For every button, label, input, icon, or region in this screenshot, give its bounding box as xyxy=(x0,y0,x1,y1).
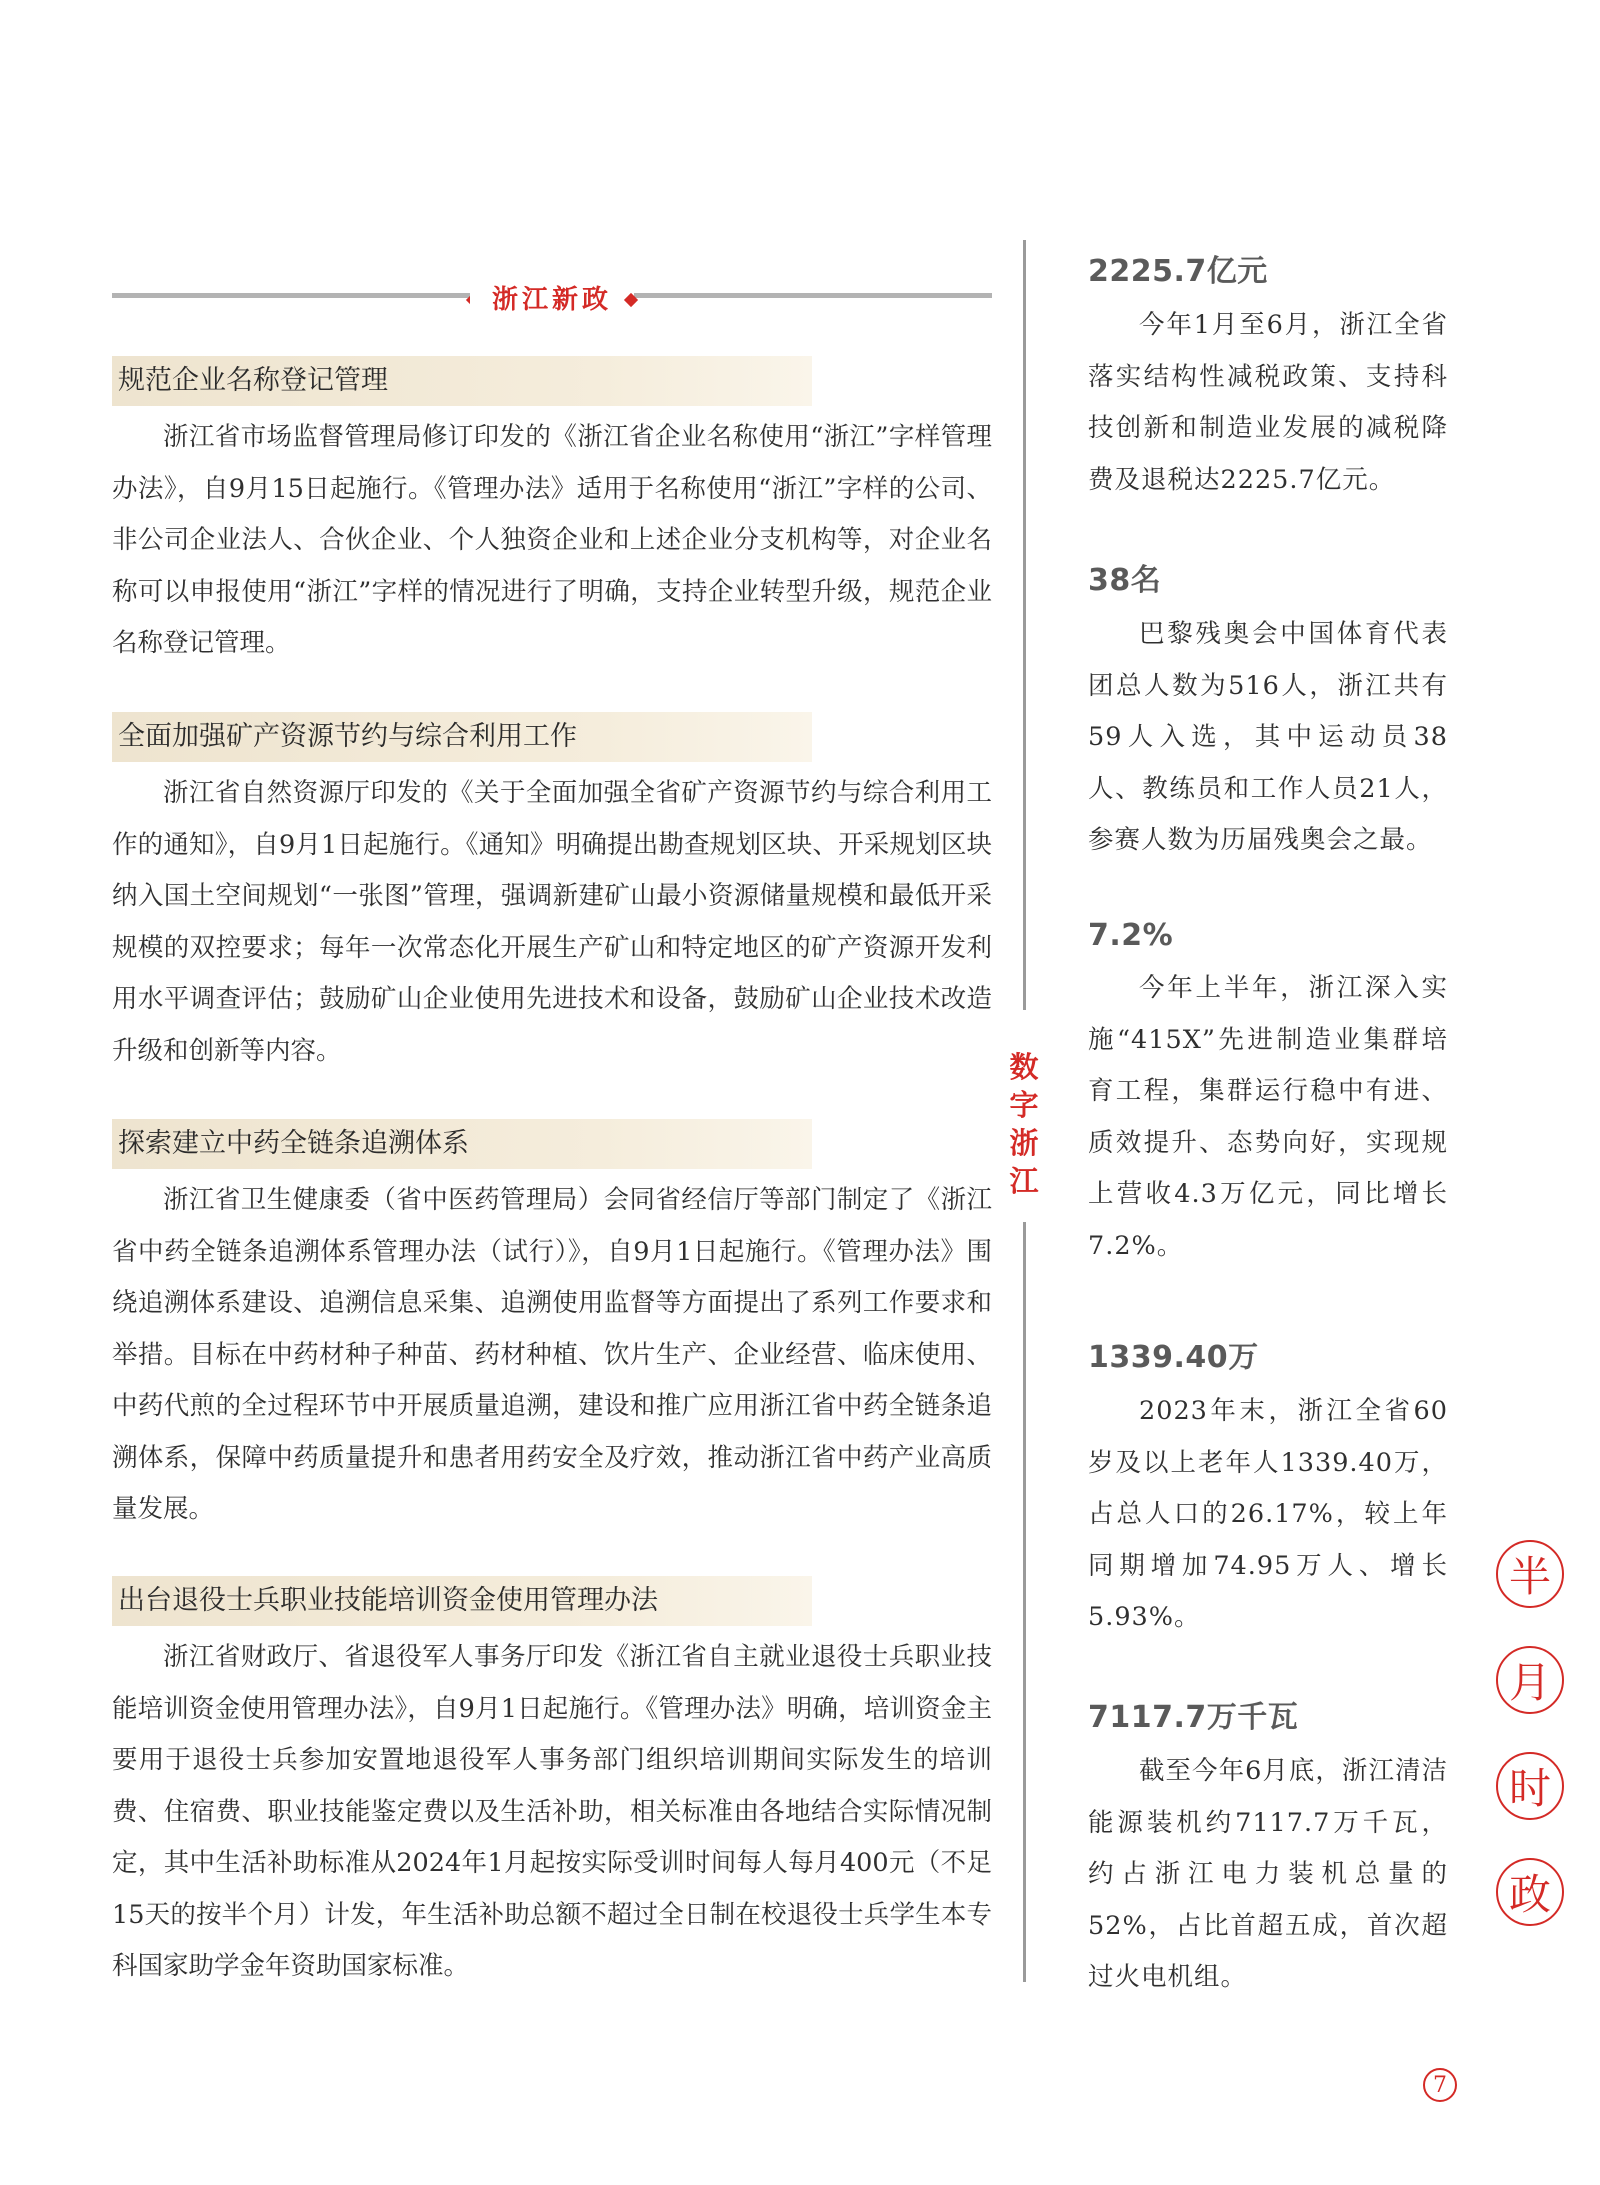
seal-char: 半 xyxy=(1496,1540,1564,1608)
section-title: 浙江新政 xyxy=(470,279,634,316)
column-divider-bottom xyxy=(1023,1222,1026,1982)
article-body: 浙江省财政厅、省退役军人事务厅印发《浙江省自主就业退役士兵职业技能培训资金使用管理办法》，自9月1日起施行。《管理办法》明确，培训资金主要用于退役士兵参加安置地退役军人事务部门组织培训期间实际发生的培训费、住宿费、职业技能鉴定费以及生活补助，相关标准由各地结合实际情况制定，其中生活补助标准从2024年1月起按实际受训时间每人每月400元（不足15天的按半个月）计发，年生活补助总额不超过全日制在校退役士兵学生本专科国家助学金年资助国家标准。 xyxy=(112,1642,992,1981)
column-divider-top xyxy=(1023,240,1026,1010)
article-heading: 规范企业名称登记管理 xyxy=(112,356,812,406)
article-body: 浙江省卫生健康委（省中医药管理局）会同省经信厅等部门制定了《浙江省中药全链条追溯体系管理办法（试行）》，自9月1日起施行。《管理办法》围绕追溯体系建设、追溯信息采集、追溯使用监督等方面提出了系列工作要求和举措。目标在中药材种子种苗、药材种植、饮片生产、企业经营、临床使用、中药代煎的全过程环节中开展质量追溯，建设和推广应用浙江省中药全链条追溯体系，保障中药质量提升和患者用药安全及疗效，推动浙江省中药产业高质量发展。 xyxy=(112,1185,992,1524)
seal-char: 时 xyxy=(1496,1752,1564,1820)
stat-block xyxy=(1088,555,1448,867)
stat-text: 截至今年6月底，浙江清洁能源装机约7117.7万千瓦，约占浙江电力装机总量的52%，占比首超五成，首次超过火电机组。 xyxy=(1088,1756,1448,1992)
article-body: 浙江省市场监督管理局修订印发的《浙江省企业名称使用“浙江”字样管理办法》，自9月15日起施行。《管理办法》适用于名称使用“浙江”字样的公司、非公司企业法人、合伙企业、个人独资企业和上述企业分支机构等，对企业名称可以申报使用“浙江”字样的情况进行了明确，支持企业转型升级，规范企业名称登记管理。 xyxy=(112,422,992,658)
stat-number: 2225.7亿元 xyxy=(1088,254,1268,289)
article-3 xyxy=(112,1119,992,1536)
stat-number: 1339.40万 xyxy=(1088,1340,1259,1375)
article-heading: 出台退役士兵职业技能培训资金使用管理办法 xyxy=(112,1576,812,1626)
article-4 xyxy=(112,1576,992,1993)
side-title-char: 浙 xyxy=(1009,1126,1039,1160)
article-body: 浙江省自然资源厅印发的《关于全面加强全省矿产资源节约与综合利用工作的通知》，自9月1日起施行。《通知》明确提出勘查规划区块、开采规划区块纳入国土空间规划“一张图”管理，强调新建矿山最小资源储量规模和最低开采规模的双控要求；每年一次常态化开展生产矿山和特定地区的矿产资源开发利用水平调查评估；鼓励矿山企业使用先进技术和设备，鼓励矿山企业技术改造升级和创新等内容。 xyxy=(112,778,992,1066)
side-title-char: 字 xyxy=(1009,1088,1039,1122)
stat-number: 7117.7万千瓦 xyxy=(1088,1700,1299,1735)
side-title xyxy=(1005,1048,1043,1200)
article-1 xyxy=(112,356,992,670)
article-heading: 探索建立中药全链条追溯体系 xyxy=(112,1119,812,1169)
stat-text: 2023年末，浙江全省60岁及以上老年人1339.40万，占总人口的26.17%，较上年同期增加74.95万人、增长5.93%。 xyxy=(1088,1396,1448,1632)
stat-text: 今年上半年，浙江深入实施“415X”先进制造业集群培育工程，集群运行稳中有进、质效提升、态势向好，实现规上营收4.3万亿元，同比增长7.2%。 xyxy=(1088,973,1448,1261)
stat-number: 38名 xyxy=(1088,563,1162,598)
stat-text: 今年1月至6月，浙江全省落实结构性减税政策、支持科技创新和制造业发展的减税降费及退税达2225.7亿元。 xyxy=(1088,310,1448,495)
stat-block xyxy=(1088,246,1448,506)
section-banner xyxy=(112,282,992,315)
article-2 xyxy=(112,712,992,1077)
stat-block xyxy=(1088,918,1448,1272)
stat-block xyxy=(1088,1332,1448,1644)
page-number: 7 xyxy=(1423,2068,1457,2102)
stat-text: 巴黎残奥会中国体育代表团总人数为516人，浙江共有59人入选，其中运动员38人、教练员和工作人员21人，参赛人数为历届残奥会之最。 xyxy=(1088,619,1448,855)
stat-block xyxy=(1088,1692,1448,2004)
article-heading: 全面加强矿产资源节约与综合利用工作 xyxy=(112,712,812,762)
seal-char: 政 xyxy=(1496,1858,1564,1926)
stat-number: 7.2% xyxy=(1088,918,1174,953)
side-title-char: 江 xyxy=(1009,1164,1039,1198)
side-title-char: 数 xyxy=(1009,1050,1039,1084)
seal-char: 月 xyxy=(1496,1646,1564,1714)
